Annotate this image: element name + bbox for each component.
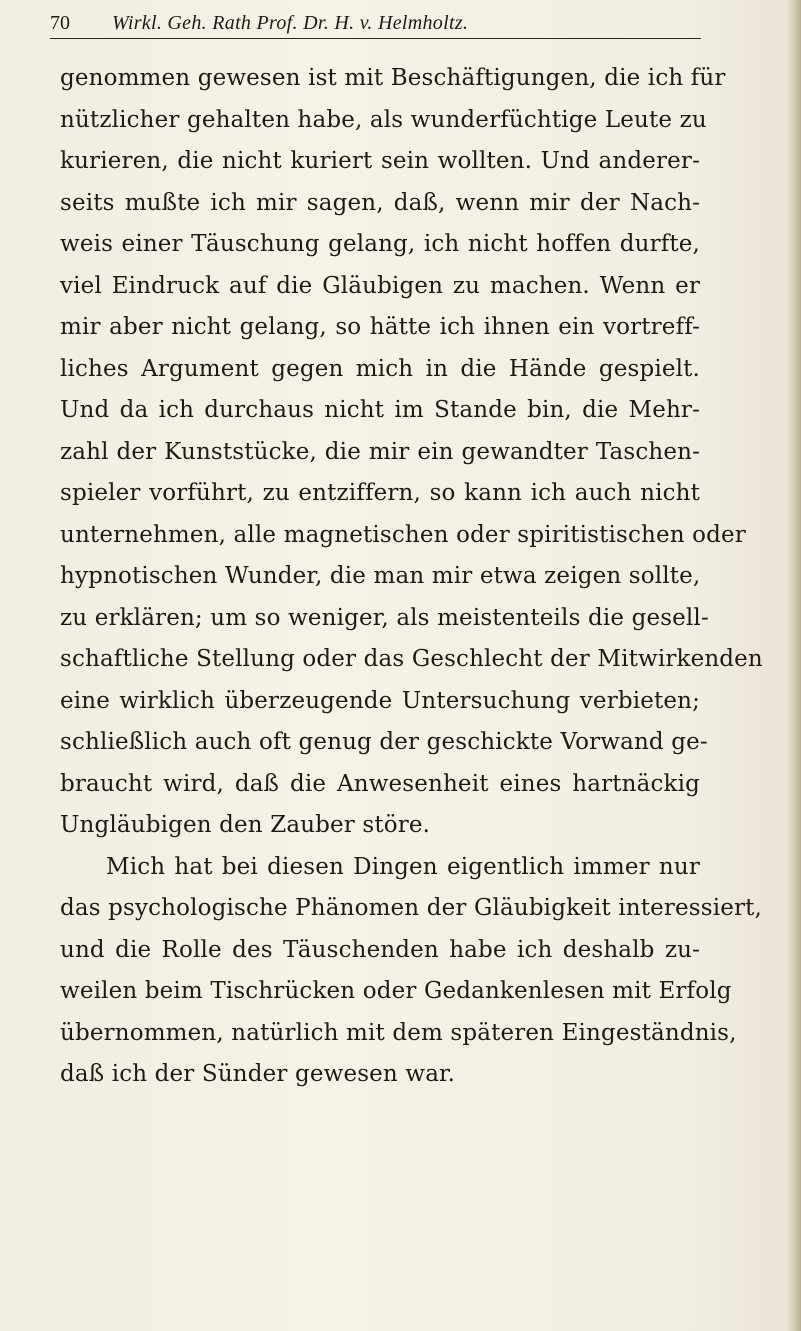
text-line: weilen beim Tischrücken oder Gedankenlesen mit Erfolg <box>60 978 732 1004</box>
text-line: übernommen, natürlich mit dem späteren Eingeständnis, <box>60 1019 737 1046</box>
paragraph <box>60 58 763 847</box>
text-line: spieler vorführt, zu entziffern, so kann ich auch nicht <box>60 480 700 506</box>
text-line: zahl der Kunststücke, die mir ein gewandter Taschen- <box>60 438 700 465</box>
text-line: daß ich der Sünder gewesen war. <box>60 1061 456 1087</box>
text-line: liches Argument gegen mich in die Hände gespielt. <box>60 355 700 382</box>
text-line: und die Rolle des Täuschenden habe ich deshalb zu- <box>60 936 700 963</box>
text-line: unternehmen, alle magnetischen oder spiritistischen oder <box>60 521 746 548</box>
page-number: 70 <box>50 12 70 34</box>
body-text <box>60 58 763 1096</box>
text-line: braucht wird, daß die Anwesenheit eines hartnäckig <box>60 770 700 797</box>
text-line: schließlich auch oft genug der geschickte Vorwand ge- <box>60 729 708 755</box>
text-line: weis einer Täuschung gelang, ich nicht hoffen durfte, <box>60 231 700 257</box>
text-line: kurieren, die nicht kuriert sein wollten. Und anderer- <box>60 148 700 174</box>
text-line: genommen gewesen ist mit Beschäftigungen, die ich für <box>60 65 726 91</box>
text-line: mir aber nicht gelang, so hätte ich ihnen ein vortreff- <box>60 314 700 340</box>
text-line: schaftliche Stellung oder das Geschlecht der Mitwirkenden <box>60 646 763 672</box>
text-line: nützlicher gehalten habe, als wunderfüchtige Leute zu <box>60 106 707 133</box>
text-line: eine wirklich überzeugende Untersuchung verbieten; <box>60 687 700 714</box>
text-line: viel Eindruck auf die Gläubigen zu machen. Wenn er <box>60 272 700 299</box>
text-line: das psychologische Phänomen der Gläubigkeit interessiert, <box>60 895 762 921</box>
text-line: zu erklären; um so weniger, als meistenteils die gesell- <box>60 604 709 631</box>
text-line: Mich hat bei diesen Dingen eigentlich immer nur <box>106 853 700 880</box>
text-line: hypnotischen Wunder, die man mir etwa zeigen sollte, <box>60 563 701 589</box>
header-rule <box>50 38 701 39</box>
paragraph <box>60 847 762 1096</box>
text-line: Ungläubigen den Zauber störe. <box>60 812 431 838</box>
running-head <box>50 8 700 38</box>
running-head-title: Wirkl. Geh. Rath Prof. Dr. H. v. Helmholtz. <box>112 12 469 34</box>
text-line: Und da ich durchaus nicht im Stande bin, die Mehr- <box>60 397 700 423</box>
text-line: seits mußte ich mir sagen, daß, wenn mir der Nach- <box>60 189 700 216</box>
page-edge-shadow <box>787 0 801 1331</box>
